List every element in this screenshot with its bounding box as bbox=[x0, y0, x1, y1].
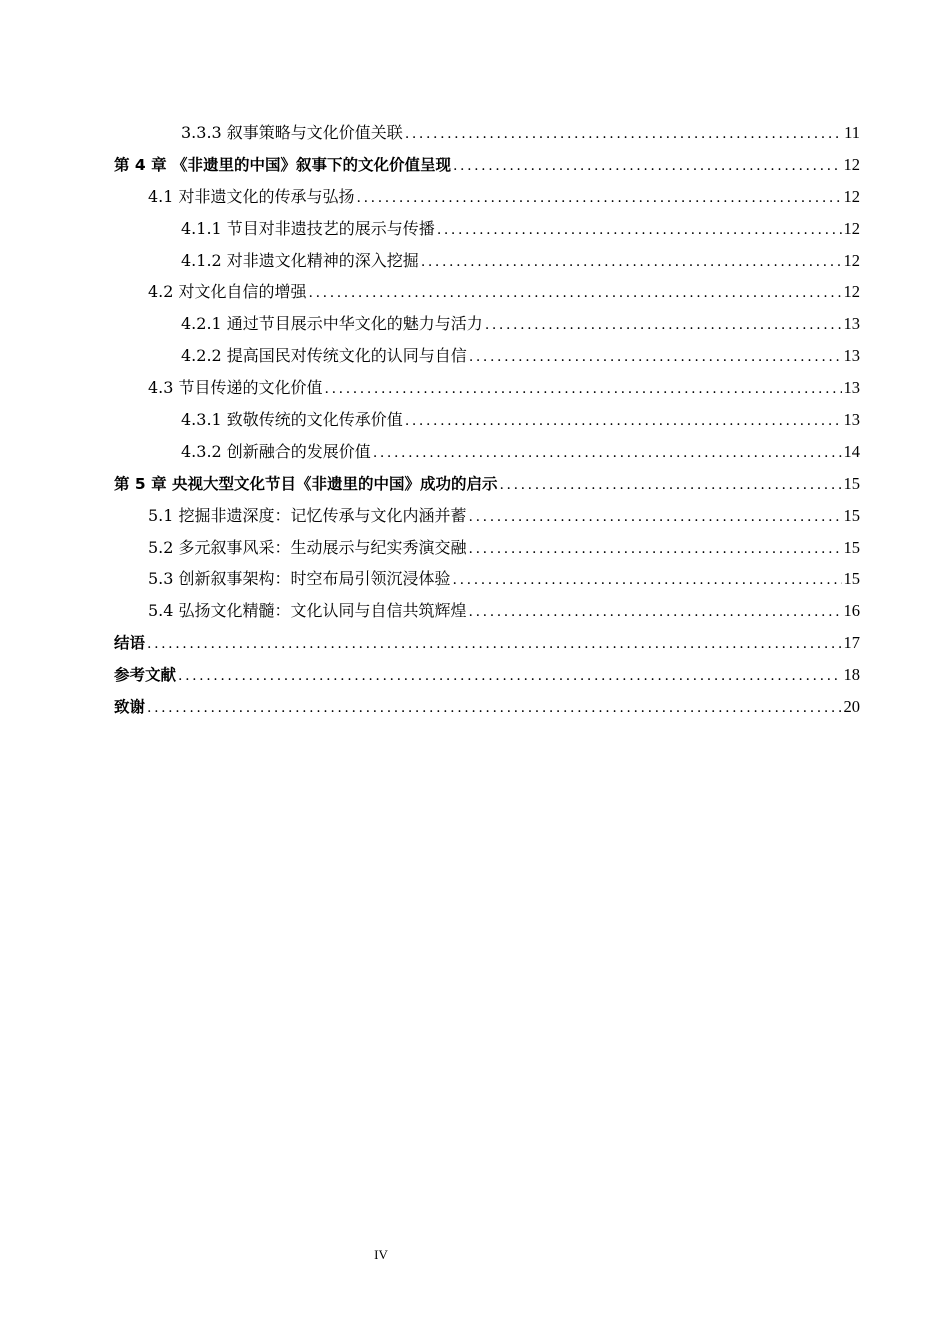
toc-entry[interactable] bbox=[114, 436, 860, 468]
toc-entry[interactable] bbox=[114, 308, 860, 340]
toc-entry[interactable] bbox=[114, 340, 860, 372]
toc-leader-dots bbox=[467, 342, 842, 374]
toc-entry-page: 18 bbox=[843, 665, 860, 685]
toc-leader-dots bbox=[355, 183, 842, 215]
toc-entry-title: 4.1.2 对非遗文化精神的深入挖掘 bbox=[181, 250, 419, 270]
toc-leader-dots bbox=[371, 438, 842, 470]
toc-entry-title: 5.4 弘扬文化精髓：文化认同与自信共筑辉煌 bbox=[148, 601, 467, 621]
toc-entry-page: 16 bbox=[843, 601, 860, 621]
toc-entry-title: 4.1 对非遗文化的传承与弘扬 bbox=[148, 186, 355, 206]
toc-entry-title: 5.2 多元叙事风采：生动展示与纪实秀演交融 bbox=[148, 537, 467, 557]
toc-entry-page: 13 bbox=[843, 314, 860, 334]
toc-entry[interactable] bbox=[114, 563, 860, 595]
toc-entry[interactable] bbox=[114, 149, 860, 181]
toc-entry[interactable] bbox=[114, 181, 860, 213]
toc-entry-page: 13 bbox=[843, 378, 860, 398]
toc-entry-page: 12 bbox=[843, 154, 860, 174]
toc-entry-page: 12 bbox=[843, 250, 860, 270]
toc-leader-dots bbox=[451, 565, 842, 597]
toc-entry-page: 17 bbox=[843, 633, 860, 653]
toc-entry-page: 20 bbox=[843, 697, 860, 717]
toc-entry-page: 13 bbox=[843, 346, 860, 366]
toc-entry-title: 5.3 创新叙事架构：时空布局引领沉浸体验 bbox=[148, 569, 451, 589]
toc-entry-title: 5.1 挖掘非遗深度：记忆传承与文化内涵并蓄 bbox=[148, 505, 467, 525]
page-number: IV bbox=[374, 1247, 388, 1262]
toc-entry-title: 结语 bbox=[114, 634, 146, 653]
toc-entry-title: 4.3.1 致敬传统的文化传承价值 bbox=[181, 410, 403, 430]
toc-leader-dots bbox=[403, 119, 842, 151]
toc-entry-page: 12 bbox=[843, 218, 860, 238]
toc-entry-page: 15 bbox=[843, 537, 860, 557]
toc-entry-title: 4.3.2 创新融合的发展价值 bbox=[181, 441, 371, 461]
toc-entry-title: 4.2 对文化自信的增强 bbox=[148, 282, 307, 302]
toc-entry-page: 11 bbox=[844, 123, 860, 142]
toc-leader-dots bbox=[435, 215, 842, 247]
toc-leader-dots bbox=[176, 661, 841, 693]
toc-entry-title: 4.2.1 通过节目展示中华文化的魅力与活力 bbox=[181, 314, 483, 334]
toc-leader-dots bbox=[467, 597, 842, 629]
toc-entry-title: 第 5 章 央视大型文化节目《非遗里的中国》成功的启示 bbox=[114, 474, 498, 493]
toc-leader-dots bbox=[419, 247, 842, 279]
table-of-contents bbox=[114, 117, 860, 723]
toc-entry-page: 15 bbox=[843, 505, 860, 525]
toc-leader-dots bbox=[307, 278, 842, 310]
toc-leader-dots bbox=[145, 629, 841, 661]
toc-leader-dots bbox=[467, 502, 842, 534]
toc-entry[interactable] bbox=[114, 372, 860, 404]
toc-entry[interactable] bbox=[114, 500, 860, 532]
toc-entry-page: 12 bbox=[843, 282, 860, 302]
toc-leader-dots bbox=[467, 534, 842, 566]
toc-leader-dots bbox=[403, 406, 842, 438]
toc-entry[interactable] bbox=[114, 276, 860, 308]
toc-leader-dots bbox=[483, 310, 842, 342]
toc-leader-dots bbox=[451, 151, 842, 183]
toc-entry-title: 4.3 节目传递的文化价值 bbox=[148, 378, 323, 398]
toc-entry[interactable] bbox=[114, 691, 860, 723]
toc-leader-dots bbox=[145, 693, 841, 725]
toc-entry-title: 致谢 bbox=[114, 698, 146, 717]
toc-entry-title: 参考文献 bbox=[114, 666, 177, 685]
toc-entry[interactable] bbox=[114, 245, 860, 277]
toc-entry-page: 13 bbox=[843, 410, 860, 430]
toc-entry-title: 3.3.3 叙事策略与文化价值关联 bbox=[181, 123, 403, 142]
toc-entry-title: 4.2.2 提高国民对传统文化的认同与自信 bbox=[181, 346, 467, 366]
toc-entry[interactable] bbox=[114, 659, 860, 691]
toc-entry-page: 12 bbox=[843, 186, 860, 206]
toc-entry[interactable] bbox=[114, 213, 860, 245]
toc-entry-title: 第 4 章 《非遗里的中国》叙事下的文化价值呈现 bbox=[114, 155, 451, 174]
toc-entry[interactable] bbox=[114, 532, 860, 564]
toc-entry-page: 15 bbox=[843, 473, 860, 493]
toc-entry[interactable] bbox=[114, 404, 860, 436]
toc-entry-title: 4.1.1 节目对非遗技艺的展示与传播 bbox=[181, 218, 435, 238]
toc-leader-dots bbox=[497, 470, 841, 502]
toc-entry-page: 14 bbox=[843, 441, 860, 461]
toc-entry[interactable] bbox=[114, 595, 860, 627]
toc-entry[interactable] bbox=[114, 117, 860, 149]
toc-entry[interactable] bbox=[114, 468, 860, 500]
toc-entry[interactable] bbox=[114, 627, 860, 659]
toc-entry-page: 15 bbox=[843, 569, 860, 589]
toc-leader-dots bbox=[323, 374, 842, 406]
